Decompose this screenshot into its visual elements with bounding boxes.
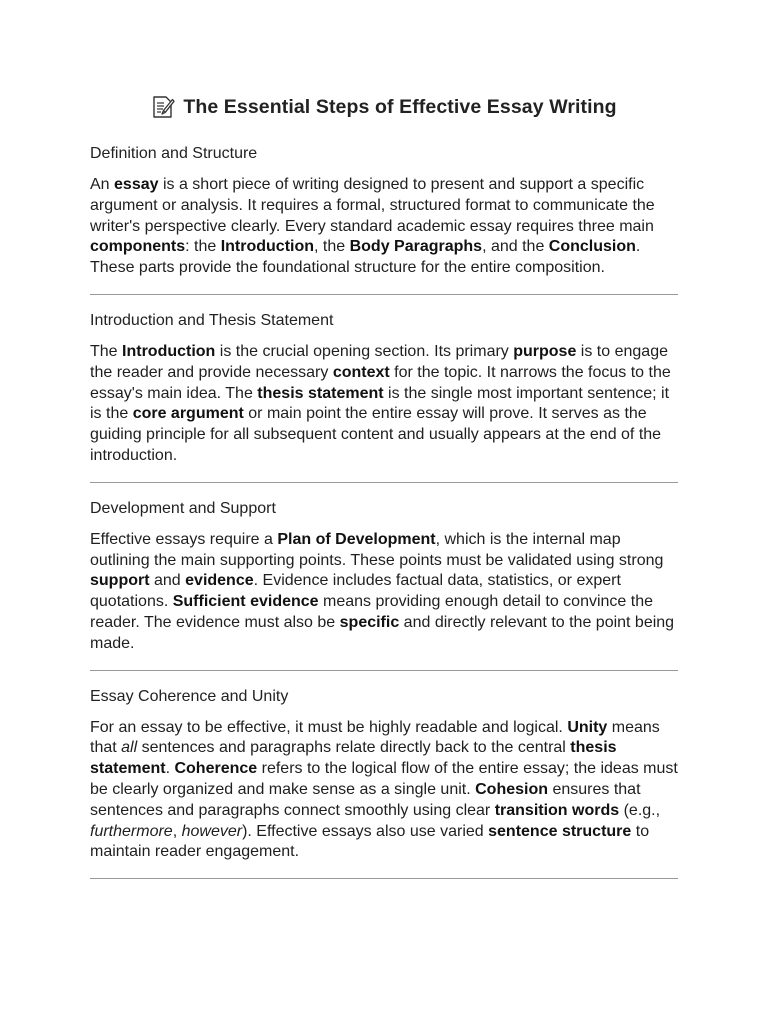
text-run: : the	[185, 238, 221, 256]
bold-term: Introduction	[122, 342, 216, 360]
section-divider	[90, 670, 678, 671]
text-run: means providing enough detail to convince the reader. The evidence must also be	[90, 593, 654, 631]
bold-term: context	[332, 363, 390, 381]
section-divider	[90, 482, 678, 483]
bold-term: support	[90, 572, 150, 590]
section-heading: Introduction and Thesis Statement	[90, 311, 334, 329]
italic-term: however	[181, 822, 243, 840]
section	[90, 685, 678, 880]
section	[90, 142, 678, 295]
text-run: is the single most important sentence; it is the	[90, 384, 670, 423]
text-run: .	[165, 760, 175, 778]
bold-term: thesis statement	[90, 739, 617, 778]
text-run: sentences and paragraphs relate directly back to the central	[137, 739, 571, 757]
bold-term: thesis statement	[257, 384, 384, 402]
text-run: refers to the logical flow of the entire essay; the ideas must be clearly organized and make sense as a single unit.	[90, 760, 678, 798]
bold-term: evidence	[185, 572, 254, 590]
section	[90, 309, 678, 483]
italic-term: all	[121, 739, 138, 757]
bold-term: Plan of Development	[277, 530, 436, 548]
text-run: for the topic. It narrows the focus to the essay's main idea. The	[90, 363, 671, 402]
section-heading: Definition and Structure	[90, 145, 258, 162]
text-run: ). Effective essays also use varied	[242, 822, 489, 840]
text-run: (e.g.,	[619, 801, 661, 819]
bold-term: Body Paragraphs	[349, 238, 483, 256]
section-divider	[90, 294, 678, 295]
text-run: is the crucial opening section. Its primary	[215, 342, 514, 360]
italic-term: furthermore	[90, 822, 173, 840]
section-paragraph	[90, 718, 678, 864]
section-heading: Development and Support	[90, 499, 276, 517]
text-run: An	[90, 176, 115, 193]
text-run: is a short piece of writing designed to present and support a specific argument or analysis. It requires a formal, structured format to communicate the writer's perspective clearly. Every standard academic essay requires three main	[90, 176, 655, 235]
bold-term: purpose	[513, 342, 577, 360]
bold-term: Introduction	[220, 238, 315, 256]
bold-term: transition words	[494, 801, 620, 819]
bold-term: Cohesion	[475, 780, 549, 798]
bold-term: core argument	[132, 405, 244, 423]
bold-term: essay	[114, 176, 159, 193]
text-run: ensures that sentences and paragraphs connect smoothly using clear	[90, 780, 641, 819]
sections-container	[90, 142, 678, 879]
text-run: . Evidence includes factual data, statistics, or expert quotations.	[90, 572, 621, 611]
text-run: to maintain reader engagement.	[90, 822, 650, 861]
bold-term: components	[90, 238, 186, 256]
section-paragraph	[90, 175, 678, 279]
document-page	[90, 92, 678, 893]
bold-term: Unity	[567, 718, 608, 736]
text-run: ,	[172, 822, 182, 840]
text-run: is to engage the reader and provide necessary	[90, 342, 668, 381]
section-divider	[90, 878, 678, 879]
memo-icon	[151, 95, 175, 119]
text-run: or main point the entire essay will prove. It serves as the guiding principle for all subsequent content and usually appears at the end of the introduction.	[90, 405, 662, 464]
bold-term: Coherence	[174, 760, 258, 778]
text-run: , which is the internal map outlining the main supporting points. These points must be validated using strong	[90, 530, 664, 569]
bold-term: specific	[339, 613, 400, 631]
title-row	[90, 92, 678, 122]
text-run: and directly relevant to the point being made.	[90, 613, 675, 652]
text-run: For an essay to be effective, it must be highly readable and logical.	[90, 718, 568, 736]
bold-term: Conclusion	[548, 238, 636, 256]
text-run: means that	[90, 718, 660, 757]
text-run: , the	[314, 238, 350, 256]
text-run: . These parts provide the foundational structure for the entire composition.	[90, 238, 641, 277]
text-run: , and the	[482, 238, 549, 256]
bold-term: Sufficient evidence	[172, 593, 319, 611]
text-run: The	[90, 342, 123, 360]
text-run: and	[149, 572, 186, 590]
text-run: Effective essays require a	[90, 530, 278, 548]
section-heading: Essay Coherence and Unity	[90, 687, 289, 705]
section-paragraph	[90, 530, 678, 655]
page-title: The Essential Steps of Effective Essay Writing	[183, 95, 617, 118]
section	[90, 497, 678, 671]
bold-term: sentence structure	[488, 822, 632, 840]
section-paragraph	[90, 342, 678, 467]
